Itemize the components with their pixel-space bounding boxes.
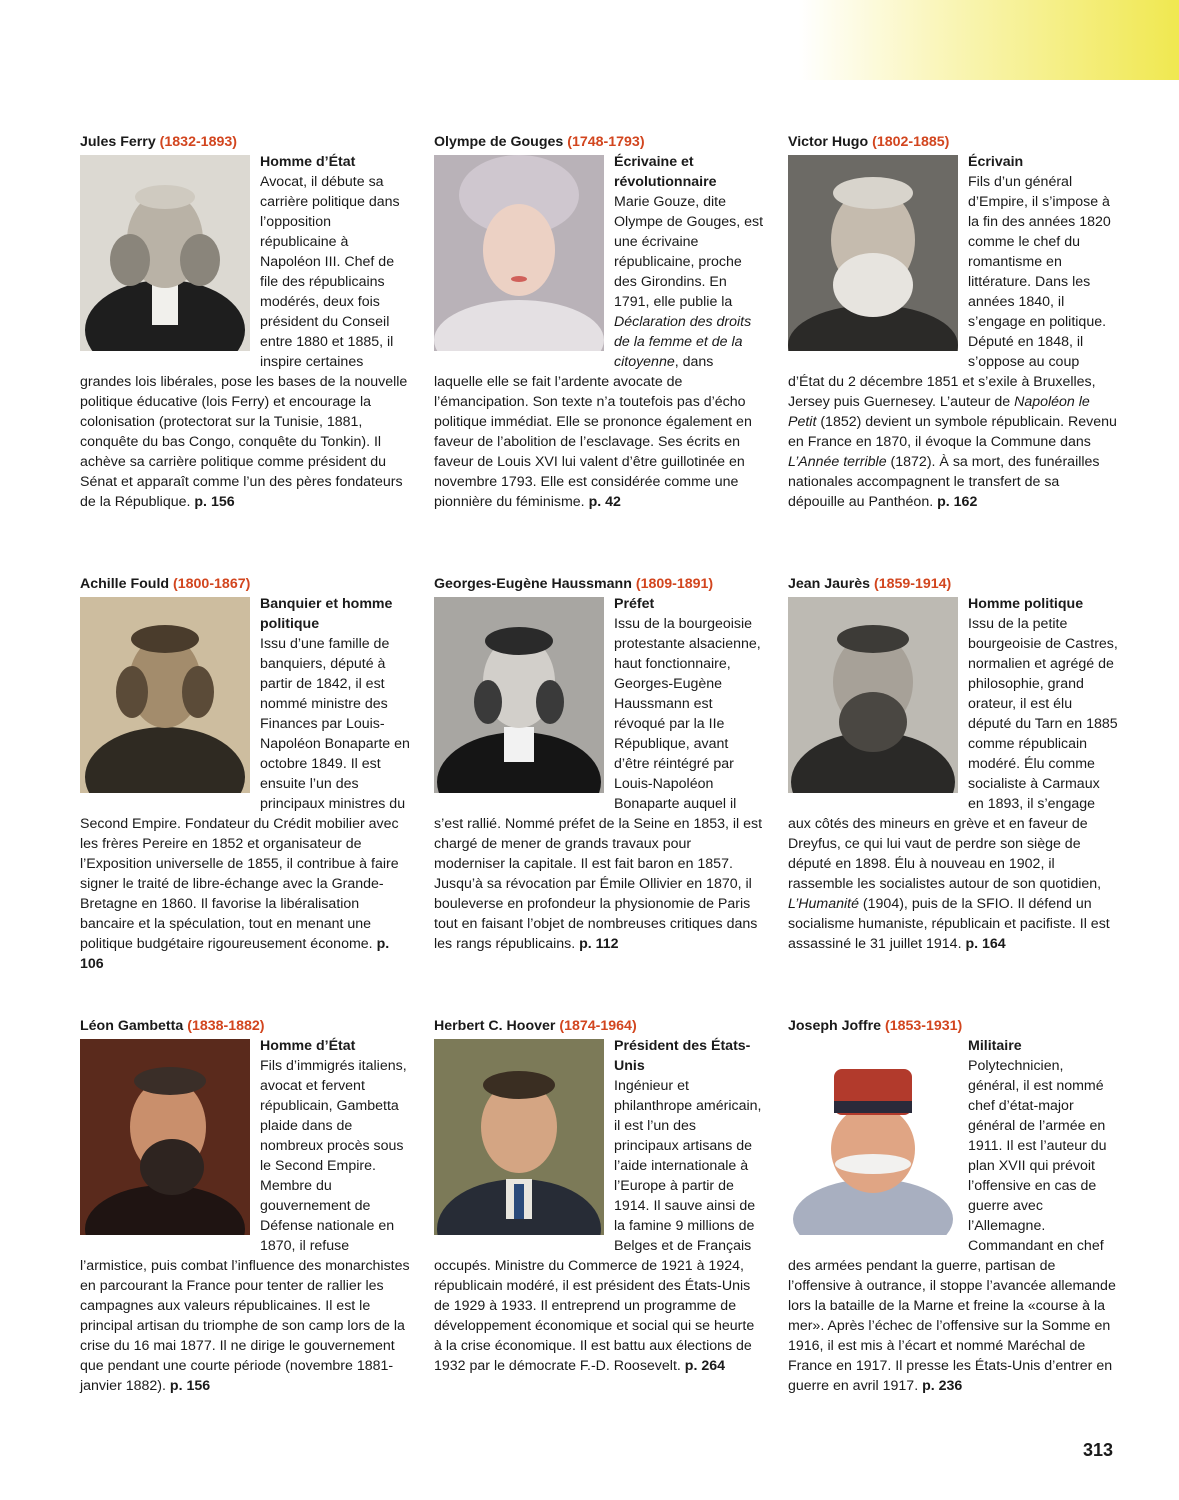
- entry-text-intro: Marie Gouze, dite Olympe de Gouges, est une écrivaine républicaine, proche des Girondins. En 1791, elle publie la: [614, 194, 764, 310]
- entry-joseph-joffre: [788, 1016, 1118, 1396]
- entry-page-ref: p. 162: [937, 494, 978, 510]
- entry-page-ref: p. 236: [922, 1378, 963, 1394]
- entry-text-middle: (1852) devient un symbole républicain. Revenu en France en 1870, il évoque la Commune dans: [788, 414, 1117, 450]
- entry-dates: (1802-1885): [872, 134, 950, 150]
- entry-dates: (1859-1914): [873, 576, 952, 592]
- entry-text: Ingénieur et philanthrope américain, il est l’un des principaux artisans de l’aide internationale à l’Europe à partir de 1914. Il sauve ainsi de la famine 9 millions de Belges et de Français occupés. Ministre du Commerce de 1921 à 1924, républicain modéré, il est président des États-Unis de 1929 à 1933. Il entreprend un programme de développement économique et social qui se heurte à la crise économique. Il est battu aux élections de 1932 par le démocrate F.-D. Roosevelt.: [434, 1078, 762, 1374]
- entry-dates: (1809-1891): [635, 576, 714, 592]
- entry-page-ref: p. 164: [965, 936, 1006, 952]
- entry-text: Issu de la bourgeoisie protestante alsacienne, haut fonctionnaire, Georges-Eugène Haussmann est révoqué par la IIe République, avant d’être réintégré par Louis-Napoléon Bonaparte auquel il s’est rallié. Nommé préfet de la Seine en 1853, il est chargé de mener de grands travaux pour moderniser la capitale. Il est fait baron en 1857. Jusqu’à sa révocation par Émile Ollivier en 1870, il bouleverse en profondeur la physionomie de Paris tout en faisant l’objet de nombreuses critiques dans les rangs républicains.: [434, 616, 763, 952]
- entry-achille-fould: [80, 574, 410, 974]
- entry-dates: (1874-1964): [559, 1018, 637, 1034]
- entry-text: Issu d’une famille de banquiers, député à partir de 1842, il est nommé ministre des Finances par Louis-Napoléon Bonaparte en octobre 1849. Il est ensuite l’un des principaux ministres du Second Empire. Fondateur du Crédit mobilier avec les frères Pereire en 1852 et organisateur de l’Exposition universelle de 1855, il contribue à faire signer le traité de libre-échange avec la Grande-Bretagne en 1860. Il favorise la libéralisation bancaire et la spéculation, tout en menant une politique budgétaire rigoureusement économe.: [80, 636, 410, 952]
- entry-dates: (1800-1867): [173, 576, 251, 592]
- entry-dates: (1832-1893): [159, 134, 237, 150]
- entry-role: Homme politique: [968, 596, 1084, 612]
- portrait-photo: [788, 597, 958, 793]
- entry-role: Banquier et homme politique: [260, 596, 393, 632]
- entry-heading: [80, 1016, 410, 1036]
- entry-page-ref: p. 112: [579, 936, 619, 952]
- entry-role: Écrivaine et révolutionnaire: [614, 154, 717, 190]
- portrait-photo: [434, 1039, 604, 1235]
- entry-name: Achille Fould: [80, 576, 170, 592]
- entry-jules-ferry: [80, 132, 410, 512]
- entry-name: Victor Hugo: [788, 134, 869, 150]
- portrait-photo: [434, 155, 604, 351]
- entry-italic-title-2: L’Année terrible: [788, 454, 887, 470]
- entry-heading: [788, 1016, 1118, 1036]
- portrait-photo: [80, 1039, 250, 1235]
- entry-text: Polytechnicien, général, il est nommé chef d’état-major général de l’armée en 1911. Il est l’auteur du plan XVII qui prévoit l’offensive en cas de guerre avec l’Allemagne. Commandant en chef des armées pendant la guerre, partisan de l’offensive à outrance, il stoppe l’avancée allemande lors la bataille de la Marne et freine la «course à la mer». Après l’échec de l’offensive sur la Somme en 1916, il est mis à l’écart et nommé Maréchal de France en 1917. Il presse les États-Unis d’entrer en guerre en avril 1917.: [788, 1058, 1116, 1394]
- entry-victor-hugo: [788, 132, 1118, 512]
- page-corner-decoration: [799, 0, 1179, 80]
- entry-leon-gambetta: [80, 1016, 410, 1396]
- entry-page-ref: p. 106: [80, 936, 390, 972]
- page-number: 313: [1082, 1440, 1113, 1460]
- entry-heading: [434, 574, 764, 594]
- entry-herbert-hoover: [434, 1016, 764, 1376]
- entry-page-ref: p. 156: [169, 1378, 211, 1394]
- entry-heading: [80, 132, 410, 152]
- entry-italic-title: Napoléon le Petit: [788, 394, 1090, 430]
- entry-heading: [788, 574, 1118, 594]
- entry-text: Fils d’immigrés italiens, avocat et fervent républicain, Gambetta plaide dans de nombreux procès sous le Second Empire. Membre du gouvernement de Défense nationale en 1870, il refuse l’armistice, puis combat l’influence des monarchistes en parcourant la France pour tenter de rallier les campagnes aux valeurs républicaines. Il est le principal artisan du triomphe de son camp lors de la crise du 16 mai 1877. Il ne dirige le gouvernement que pendant une courte période (novembre 1881-janvier 1882).: [80, 1058, 410, 1394]
- entry-name: Georges-Eugène Haussmann: [434, 576, 632, 592]
- entry-name: Léon Gambetta: [80, 1018, 184, 1034]
- entry-name: Jean Jaurès: [788, 576, 871, 592]
- entry-role: Président des États-Unis: [614, 1038, 751, 1074]
- entry-heading: [788, 132, 1118, 152]
- entry-name: Olympe de Gouges: [434, 134, 564, 150]
- entry-dates: (1748-1793): [567, 134, 645, 150]
- entry-page-ref: p. 264: [684, 1358, 726, 1374]
- entry-dates: (1838-1882): [187, 1018, 265, 1034]
- entry-page-ref: p. 156: [194, 494, 235, 510]
- entry-text: Avocat, il débute sa carrière politique dans l’opposition républicaine à Napoléon III. Chef de file des républicains modérés, deux fois président du Conseil entre 1880 et 1885, il inspire certaines grandes lois libérales, pose les bases de la nouvelle politique éducative (lois Ferry) et encourage la colonisation (protectorat sur la Tunisie, 1881, conquête du bas Congo, conquête du Tonkin). Il achève sa carrière politique comme président du Sénat et apparaît comme l’un des pères fondateurs de la République.: [80, 174, 408, 510]
- entry-dates: (1853-1931): [884, 1018, 963, 1034]
- portrait-photo: [80, 597, 250, 793]
- entry-italic-title: L’Humanité: [788, 896, 859, 912]
- entry-text-intro: Issu de la petite bourgeoisie de Castres, normalien et agrégé de philosophie, grand orateur, il est élu député du Tarn en 1885 comme républicain modéré. Élu comme socialiste à Carmaux en 1893, il s’engage aux côtés des mineurs en grève et en faveur de Dreyfus, ce qui lui vaut de perdre son siège de député en 1898. Élu à nouveau en 1902, il rassemble les socialistes autour de son quotidien,: [788, 616, 1118, 892]
- portrait-photo: [80, 155, 250, 351]
- portrait-photo: [788, 155, 958, 351]
- entry-haussmann: [434, 574, 764, 954]
- entry-role: Homme d’État: [260, 1038, 356, 1054]
- entry-text: , dans laquelle elle se fait l’ardente avocate de l’émancipation. Son texte n’a toutefois pas d’écho politique immédiat. Elle se prononce également en faveur de l’abolition de l’esclavage. Ses écrits en faveur de Louis XVI lui valent d’être guillotinée en novembre 1793. Elle est considérée comme une pionnière du féminisme.: [434, 354, 752, 510]
- portrait-photo: [434, 597, 604, 793]
- entry-role: Préfet: [614, 596, 655, 612]
- entry-text-intro: Fils d’un général d’Empire, il s’impose à la fin des années 1820 comme le chef du romantisme en littérature. Dans les années 1840, il s’engage en politique. Député en 1848, il s’oppose au coup d’État du 2 décembre 1851 et s’exile à Bruxelles, Jersey puis Guernesey. L’auteur de: [788, 174, 1111, 410]
- entry-name: Joseph Joffre: [788, 1018, 882, 1034]
- entry-olympe-de-gouges: [434, 132, 764, 512]
- entry-heading: [434, 132, 764, 152]
- entry-italic-title: Déclaration des droits de la femme et de la citoyenne: [614, 314, 752, 370]
- entry-heading: [434, 1016, 764, 1036]
- entry-jean-jaures: [788, 574, 1118, 954]
- entry-text: (1904), puis de la SFIO. Il défend un socialisme humaniste, républicain et pacifiste. Il est assassiné le 31 juillet 1914.: [788, 896, 1110, 952]
- entry-role: Militaire: [968, 1038, 1022, 1054]
- entry-name: Herbert C. Hoover: [434, 1018, 556, 1034]
- entry-text: (1872). À sa mort, des funérailles nationales accompagnent le transfert de sa dépouille au Panthéon.: [788, 454, 1100, 510]
- portrait-photo: [788, 1039, 958, 1235]
- entry-role: Écrivain: [968, 154, 1024, 170]
- entry-page-ref: p. 42: [588, 494, 621, 510]
- entry-name: Jules Ferry: [80, 134, 156, 150]
- entry-heading: [80, 574, 410, 594]
- entry-role: Homme d’État: [260, 154, 356, 170]
